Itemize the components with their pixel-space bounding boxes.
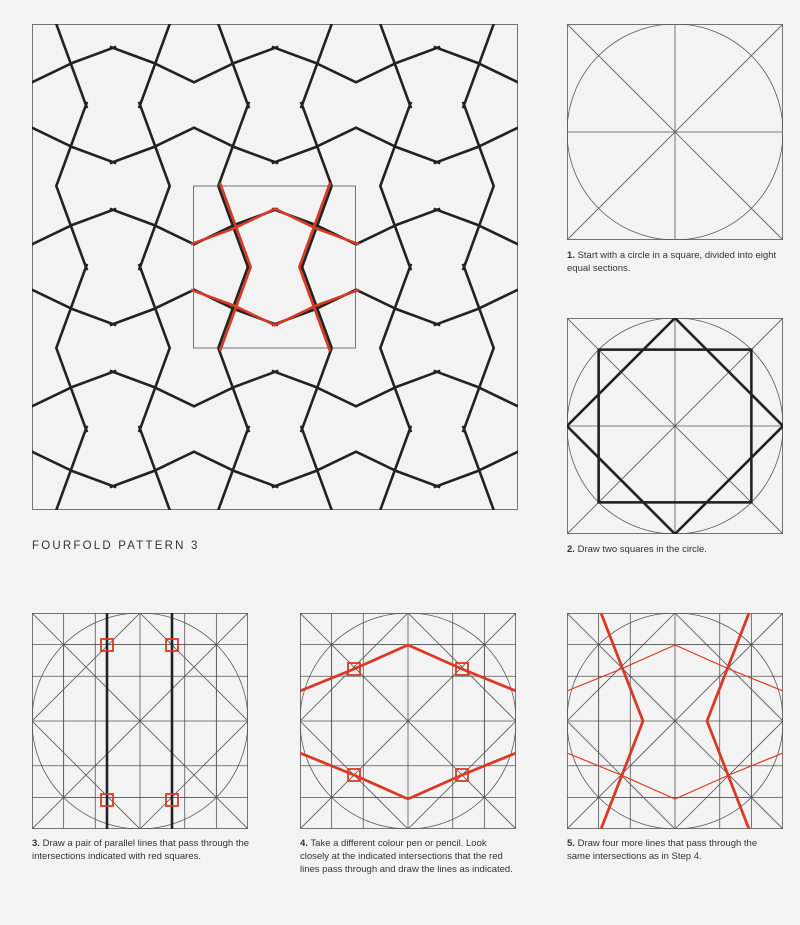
step2-text: Draw two squares in the circle.: [577, 544, 707, 555]
pattern-tile-v1: [463, 24, 494, 108]
pattern-tile-v2: [56, 426, 87, 510]
step5-caption: [567, 837, 782, 863]
step3-construction: [32, 613, 248, 829]
step1-diagram: [567, 24, 783, 240]
step3-text: Draw a pair of parallel lines that pass through the intersections indicated with red squares.: [32, 838, 250, 862]
pattern-tile-v1: [139, 426, 170, 510]
step4-caption: [300, 837, 515, 876]
pattern-tile-v1: [139, 24, 170, 108]
step2-construction: [567, 318, 783, 534]
pattern-tile-h1: [434, 452, 518, 488]
pattern-tile-h1: [110, 290, 278, 326]
pattern-tile-v1: [301, 24, 332, 108]
pattern-tile-h2: [272, 371, 440, 407]
step1-text: Start with a circle in a square, divided into eight equal sections.: [567, 250, 777, 274]
fourfold-pattern-main: [32, 24, 518, 510]
pattern-tile-h2: [110, 371, 278, 407]
pattern-tile-h1: [110, 452, 278, 488]
step4-text: Take a different colour pen or pencil. Look closely at the indicated intersections that the red lines pass through and draw the lines as indicated.: [300, 838, 513, 875]
step2-diagram: [567, 318, 783, 534]
pattern-tile-v2: [380, 102, 411, 270]
red-tile-v2: [299, 183, 330, 351]
pattern-tile-h1: [434, 290, 518, 326]
pattern-tile-v2: [380, 264, 411, 432]
step5-text: Draw four more lines that pass through the same intersections as in Step 4.: [567, 838, 758, 862]
pattern-tile-h2: [32, 47, 116, 83]
step5-construction: [567, 613, 783, 829]
pattern-tile-v2: [218, 24, 249, 108]
step2-caption: [567, 543, 782, 556]
pattern-tile-v1: [301, 426, 332, 510]
pattern-tile-h1: [110, 128, 278, 164]
step5-diagram: [567, 613, 783, 829]
pattern-tile-v1: [463, 102, 494, 270]
step4-number: 4.: [300, 838, 308, 849]
pattern-tile-v1: [139, 264, 170, 432]
step3-caption: [32, 837, 257, 863]
pattern-tile-v2: [56, 24, 87, 108]
pattern-tile-v2: [380, 426, 411, 510]
step1-construction: [567, 24, 783, 240]
highlight-red-lines: [191, 183, 359, 351]
pattern-tile-v1: [463, 426, 494, 510]
pattern-tile-h1: [32, 128, 116, 164]
pattern-frame: [33, 25, 518, 510]
pattern-tile-v1: [139, 102, 170, 270]
step5-number: 5.: [567, 838, 575, 849]
pattern-tile-v2: [218, 426, 249, 510]
step1-number: 1.: [567, 250, 575, 261]
pattern-tile-h2: [272, 209, 440, 245]
red-tile-v1: [220, 183, 251, 351]
step3-diagram: [32, 613, 248, 829]
red-tile-h2: [191, 290, 359, 326]
pattern-tile-h2: [32, 371, 116, 407]
red-tile-h1: [191, 209, 359, 245]
pattern-tile-h2: [32, 209, 116, 245]
pattern-tile-h2: [434, 47, 518, 83]
pattern-tile-h2: [110, 47, 278, 83]
pattern-tile-h2: [434, 209, 518, 245]
pattern-tile-v2: [380, 24, 411, 108]
pattern-tile-h2: [110, 209, 278, 245]
pattern-tile-h2: [272, 47, 440, 83]
step1-caption: [567, 249, 782, 275]
pattern-tile-h1: [272, 128, 440, 164]
step3-number: 3.: [32, 838, 40, 849]
pattern-tile-h1: [272, 452, 440, 488]
step4-construction: [300, 613, 516, 829]
pattern-tile-v1: [463, 264, 494, 432]
pattern-tile-h1: [434, 128, 518, 164]
pattern-tile-v2: [56, 102, 87, 270]
pattern-tile-v2: [56, 264, 87, 432]
pattern-tile-h1: [32, 290, 116, 326]
pattern-tile-h2: [434, 371, 518, 407]
highlight-motif: [191, 183, 359, 351]
pattern-tile-h1: [272, 290, 440, 326]
pattern-lines: [32, 24, 518, 510]
step4-diagram: [300, 613, 516, 829]
pattern-title: FOURFOLD PATTERN 3: [32, 540, 200, 552]
step2-number: 2.: [567, 544, 575, 555]
pattern-tile-h1: [32, 452, 116, 488]
